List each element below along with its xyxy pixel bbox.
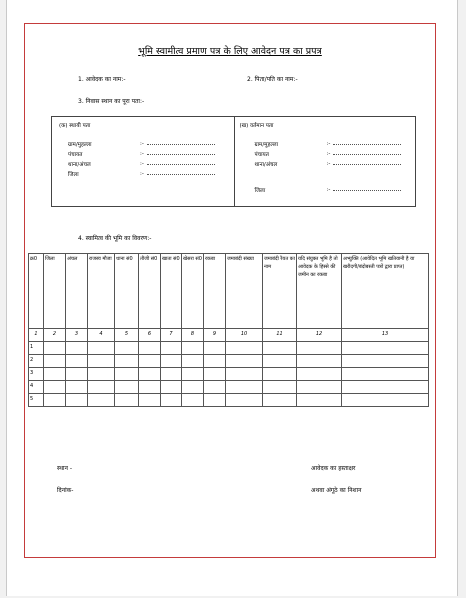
header-khesra-no: खेसरा सं0 <box>182 254 204 329</box>
current-village-field <box>333 140 401 145</box>
header-serial: क्र0 <box>29 254 44 329</box>
thumb-impression-label: अथवा अंगूठे का निशान <box>311 487 362 494</box>
father-husband-name-label: 2. पिता/पति का नाम:- <box>247 76 298 83</box>
permanent-panchayat-field <box>147 150 215 155</box>
permanent-district-row: जिला <box>68 172 79 178</box>
header-circle: अंचल <box>66 254 88 329</box>
permanent-village-row: ग्राम/मुहल्ला <box>68 142 92 148</box>
form-title: भूमि स्वामीत्व प्रमाण पत्र के लिए आवेदन पत्र का प्रपत्र <box>138 46 322 57</box>
date-label: दिनांक- <box>57 487 74 494</box>
current-district-field <box>333 186 401 191</box>
document-page <box>6 0 458 596</box>
applicant-signature-label: आवेदक का हस्ताक्षर <box>311 465 356 472</box>
current-panchayat-field <box>333 150 401 155</box>
current-district-row: जिला <box>254 188 266 194</box>
land-details-label: 4. स्वामित्व की भूमि का विवरण:- <box>78 235 152 242</box>
header-remarks: अभ्युक्ति (आवेदित भूमि खतियानी है या खरीदगी/बंदोबस्ती पत्रों द्वारा प्राप्त) <box>342 254 429 329</box>
column-number-row: 1 2 3 4 5 6 7 8 9 10 11 12 13 <box>29 329 429 342</box>
current-panchayat-row: पंचायत <box>254 152 269 158</box>
table-header-row <box>29 254 429 329</box>
form-border <box>24 23 436 558</box>
header-joint-share: यदि संयुक्त भूमि है तो आवेदक के हिस्से की जमीन का रकबा <box>297 254 342 329</box>
table-row: 3 <box>29 368 429 381</box>
current-police-station-field <box>333 160 401 165</box>
permanent-panchayat-row: पंचायत <box>68 152 83 158</box>
current-village-row: ग्राम/मुहल्ला <box>254 142 279 148</box>
table-row: 2 <box>29 355 429 368</box>
land-details-table <box>28 253 429 407</box>
current-police-station-row: थाना/अंचल <box>254 162 278 168</box>
table-row: 1 <box>29 342 429 355</box>
table-row: 4 <box>29 381 429 394</box>
permanent-address-heading: (क) स्थायी पता <box>59 123 91 129</box>
permanent-address-section: (क) स्थायी पता ग्राम/मुहल्ला पंचायत थाना/अंचल जिला :- :- :- :- <box>52 117 234 206</box>
permanent-district-field <box>147 170 215 175</box>
header-area: रकबा <box>204 254 226 329</box>
table-row: 5 <box>29 394 429 407</box>
residence-address-label: 3. निवास स्थान का पूरा पता:- <box>78 98 145 105</box>
address-box <box>51 116 416 207</box>
permanent-police-station-row: थाना/अंचल <box>68 162 91 168</box>
header-jamabandi-no: जमाबंदी संख्या <box>226 254 263 329</box>
header-raiyat-name: जमाबंदी रैयत का नाम <box>263 254 297 329</box>
permanent-village-field <box>147 140 215 145</box>
header-district: जिला <box>44 254 66 329</box>
header-thana-no: थाना सं0 <box>115 254 139 329</box>
place-label: स्थान - <box>57 465 73 472</box>
current-address-heading: (ख) वर्तमान पता <box>239 123 274 129</box>
current-address-section: (ख) वर्तमान पता ग्राम/मुहल्ला पंचायत थाना/अंचल जिला :- :- :- :- <box>234 117 417 206</box>
header-tauzi-no: तौजी सं0 <box>139 254 161 329</box>
applicant-name-label: 1. आवेदक का नाम:- <box>78 76 126 83</box>
header-khata-no: खाता सं0 <box>161 254 182 329</box>
permanent-police-station-field <box>147 160 215 165</box>
header-revenue-mauza: राजस्व मौजा <box>88 254 115 329</box>
